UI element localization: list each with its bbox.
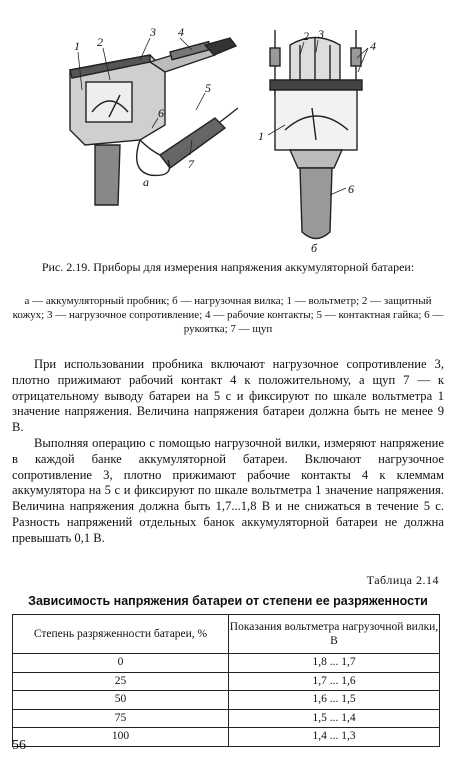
fig-a-sublabel: а bbox=[143, 175, 149, 189]
body-text bbox=[12, 357, 444, 547]
figure-legend: а — аккумуляторный пробник; б — нагрузочная вилка; 1 — вольтметр; 2 — защитный кожух; 3 — нагрузочное сопротивление; 4 — рабочие контакты; 5 — контактная гайка; 6 — рукоятка; 7 — щуп bbox=[12, 295, 444, 335]
cell-voltage: 1,7 ... 1,6 bbox=[229, 672, 440, 691]
fig-a-label-7: 7 bbox=[188, 157, 194, 171]
fig-a-label-6: 6 bbox=[158, 106, 164, 120]
fig-b-label-2: 2 bbox=[303, 29, 309, 43]
table-title: Зависимость напряжения батареи от степени ее разряженности bbox=[28, 594, 428, 608]
fig-b-label-3: 3 bbox=[318, 27, 324, 41]
cell-voltage: 1,6 ... 1,5 bbox=[229, 691, 440, 710]
cell-discharge: 0 bbox=[13, 654, 229, 673]
header-voltmeter: Показания вольтметра нагрузочной вилки, В bbox=[229, 615, 440, 654]
fig-b-label-4: 4 bbox=[370, 39, 376, 53]
cell-voltage: 1,4 ... 1,3 bbox=[229, 728, 440, 747]
table-number: Таблица 2.14 bbox=[366, 573, 439, 587]
fig-a-label-4: 4 bbox=[178, 25, 184, 39]
cell-discharge: 25 bbox=[13, 672, 229, 691]
paragraph-probe: При использовании пробника включают нагрузочное сопротивление 3, плотно прижимают рабочий контакт 4 к положительному, а щуп 7 — к отрицательному выводу батареи на 5 с и фиксируют по шкале вольтметра 1 значение напряжения. Величина напряжения батареи должна быть не менее 9 В. bbox=[12, 357, 444, 435]
table-row bbox=[13, 654, 440, 673]
figure-caption: Рис. 2.19. Приборы для измерения напряжения аккумуляторной батареи: bbox=[41, 260, 415, 274]
cell-discharge: 50 bbox=[13, 691, 229, 710]
battery-probe-drawing bbox=[70, 38, 238, 205]
cell-voltage: 1,5 ... 1,4 bbox=[229, 709, 440, 728]
cell-discharge: 100 bbox=[13, 728, 229, 747]
load-fork-drawing bbox=[268, 30, 368, 239]
fig-b-label-6: 6 bbox=[348, 182, 354, 196]
header-discharge: Степень разряженности батареи, % bbox=[13, 615, 229, 654]
fig-b-label-1: 1 bbox=[258, 129, 264, 143]
fig-a-label-5: 5 bbox=[205, 81, 211, 95]
instruments-illustration bbox=[0, 0, 453, 255]
cell-voltage: 1,8 ... 1,7 bbox=[229, 654, 440, 673]
table-row bbox=[13, 728, 440, 747]
paragraph-load-fork: Выполняя операцию с помощью нагрузочной вилки, измеряют напряжение в каждой банке аккумуляторной батареи. Включают нагрузочное сопротивление 3, плотно прижимают рабочие контакты 4 к клеммам аккумулятора на 5 с и фиксируют по шкале вольтметра 1 значение напряжения. Величина напряжения должна быть 1,7...1,8 В и не снижаться в течение 5 с. Разность напряжений отдельных банок аккумуляторной батареи не должна превышать 0,1 В. bbox=[12, 435, 444, 545]
cell-discharge: 75 bbox=[13, 709, 229, 728]
table-header-row bbox=[13, 615, 440, 654]
fig-a-label-2: 2 bbox=[97, 35, 103, 49]
table-row bbox=[13, 709, 440, 728]
table-row bbox=[13, 672, 440, 691]
voltage-table bbox=[12, 614, 440, 747]
fig-b-sublabel: б bbox=[311, 241, 318, 255]
figure-instruments bbox=[0, 0, 453, 255]
fig-a-label-1: 1 bbox=[74, 39, 80, 53]
table-row bbox=[13, 691, 440, 710]
fig-a-label-3: 3 bbox=[150, 25, 156, 39]
page-number: 56 bbox=[12, 738, 26, 753]
